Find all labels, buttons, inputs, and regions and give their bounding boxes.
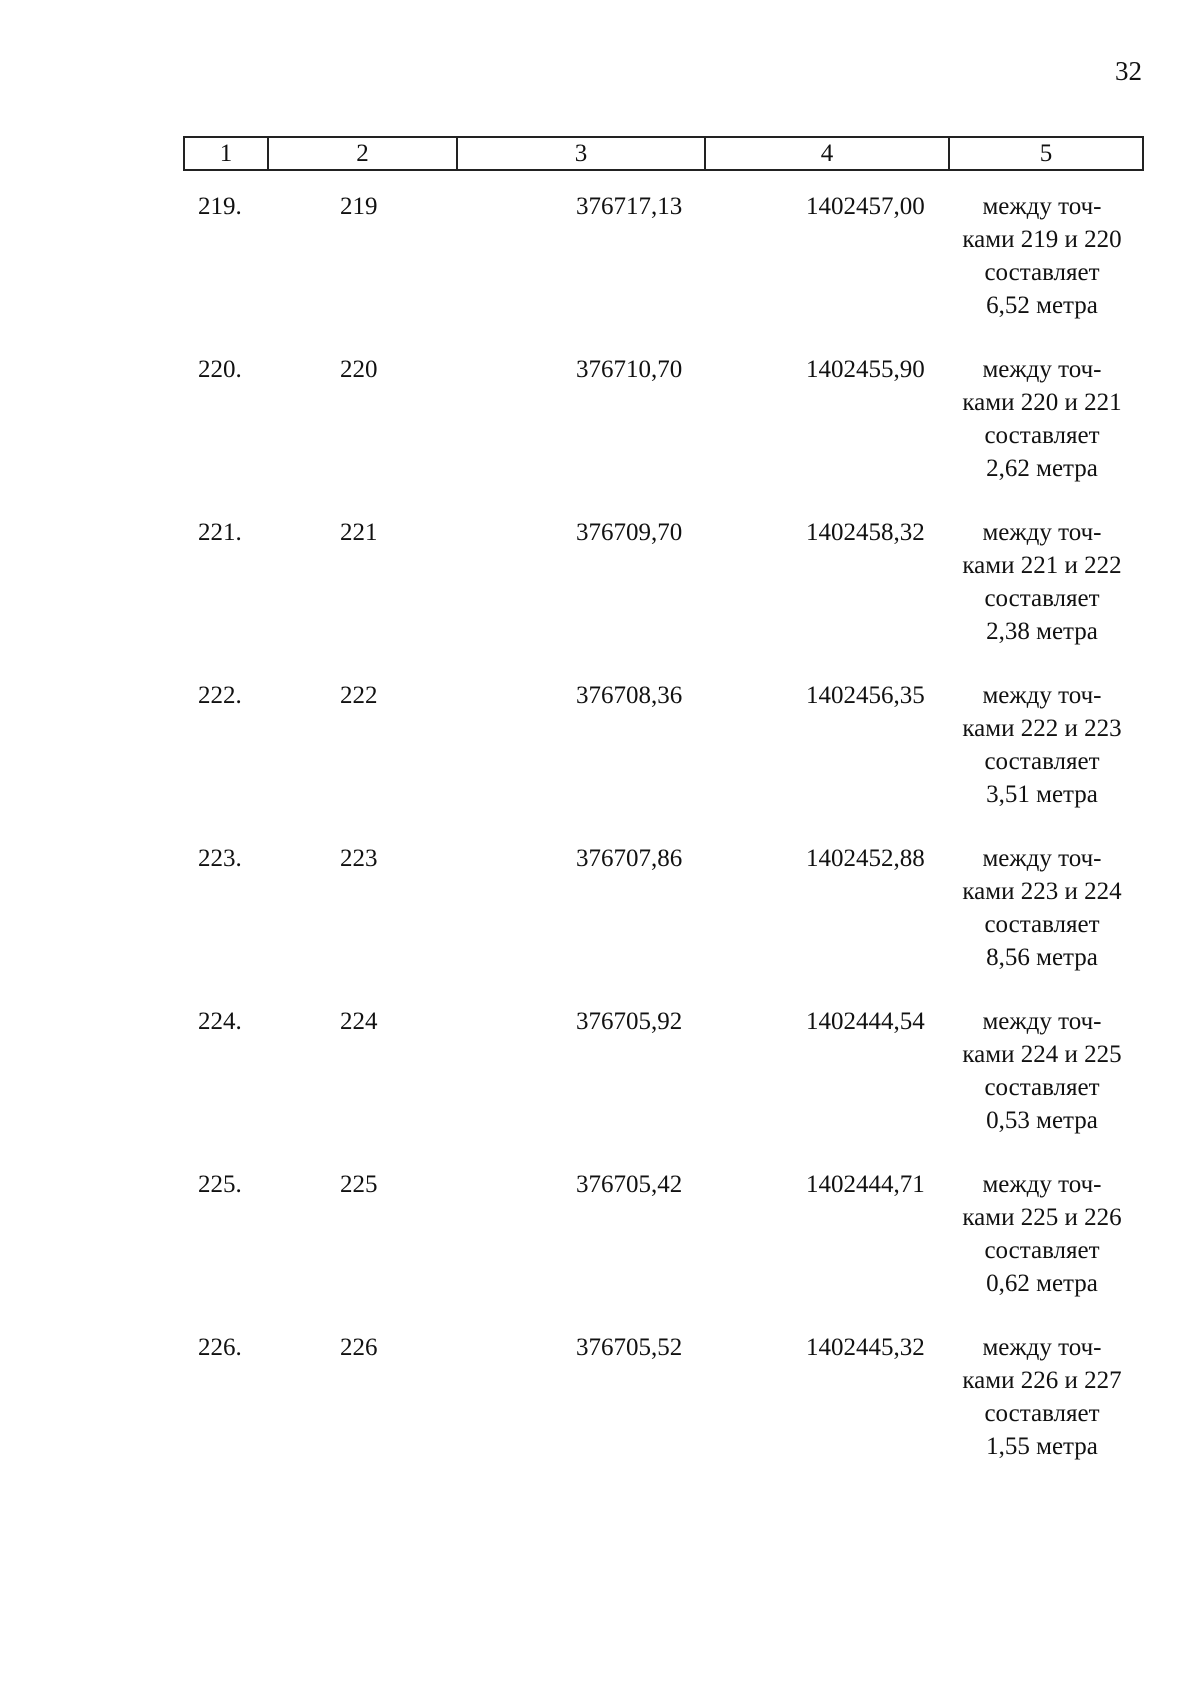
column-header-2: 2: [268, 137, 457, 170]
column-header-5: 5: [949, 137, 1143, 170]
distance-description-line: составляет: [984, 1237, 1100, 1264]
row-number: 219.: [198, 193, 242, 220]
distance-description-line: между точ-: [982, 1008, 1102, 1035]
distance-description-line: 3,51 метра: [986, 781, 1098, 808]
coordinate-y: 1402458,32: [806, 519, 925, 546]
row-number: 226.: [198, 1334, 242, 1361]
distance-description-line: составляет: [984, 585, 1100, 612]
table-row: [0, 353, 1200, 516]
column-header-1: 1: [184, 137, 268, 170]
coordinate-x: 376710,70: [576, 356, 683, 383]
coordinate-rows: [0, 190, 1200, 1494]
distance-description: [946, 1005, 1138, 1137]
table-row: [0, 842, 1200, 1005]
distance-description-line: составляет: [984, 1400, 1100, 1427]
distance-description: [946, 679, 1138, 811]
distance-description-line: между точ-: [982, 519, 1102, 546]
distance-description-line: 0,53 метра: [986, 1107, 1098, 1134]
point-id: 225: [340, 1171, 378, 1198]
distance-description-line: ками 221 и 222: [962, 552, 1122, 579]
distance-description: [946, 1168, 1138, 1300]
distance-description-line: 6,52 метра: [986, 292, 1098, 319]
row-number: 224.: [198, 1008, 242, 1035]
distance-description-line: между точ-: [982, 1171, 1102, 1198]
distance-description-line: ками 226 и 227: [962, 1367, 1122, 1394]
row-number: 223.: [198, 845, 242, 872]
point-id: 223: [340, 845, 378, 872]
distance-description: [946, 842, 1138, 974]
point-id: 220: [340, 356, 378, 383]
point-id: 226: [340, 1334, 378, 1361]
column-header-table: [183, 136, 1144, 171]
distance-description-line: между точ-: [982, 356, 1102, 383]
table-row: [0, 1168, 1200, 1331]
table-row: [0, 1331, 1200, 1494]
distance-description: [946, 190, 1138, 322]
page-number: 32: [1115, 56, 1142, 86]
table-row: [0, 190, 1200, 353]
distance-description-line: ками 220 и 221: [962, 389, 1122, 416]
distance-description-line: между точ-: [982, 845, 1102, 872]
distance-description-line: ками 219 и 220: [962, 226, 1122, 253]
distance-description: [946, 1331, 1138, 1463]
coordinate-y: 1402455,90: [806, 356, 925, 383]
distance-description-line: 1,55 метра: [986, 1433, 1098, 1460]
coordinate-y: 1402456,35: [806, 682, 925, 709]
coordinate-x: 376705,92: [576, 1008, 683, 1035]
column-header-4: 4: [705, 137, 949, 170]
distance-description-line: между точ-: [982, 1334, 1102, 1361]
coordinate-y: 1402452,88: [806, 845, 925, 872]
coordinate-x: 376707,86: [576, 845, 683, 872]
point-id: 221: [340, 519, 378, 546]
coordinate-x: 376705,42: [576, 1171, 683, 1198]
distance-description-line: 2,62 метра: [986, 455, 1098, 482]
distance-description-line: 0,62 метра: [986, 1270, 1098, 1297]
coordinate-x: 376709,70: [576, 519, 683, 546]
distance-description: [946, 353, 1138, 485]
point-id: 219: [340, 193, 378, 220]
coordinate-x: 376717,13: [576, 193, 683, 220]
coordinate-y: 1402444,54: [806, 1008, 925, 1035]
distance-description-line: 2,38 метра: [986, 618, 1098, 645]
distance-description-line: составляет: [984, 1074, 1100, 1101]
table-row: [0, 1005, 1200, 1168]
point-id: 224: [340, 1008, 378, 1035]
row-number: 225.: [198, 1171, 242, 1198]
distance-description-line: ками 223 и 224: [962, 878, 1122, 905]
point-id: 222: [340, 682, 378, 709]
row-number: 221.: [198, 519, 242, 546]
distance-description-line: между точ-: [982, 193, 1102, 220]
table-row: [0, 516, 1200, 679]
distance-description-line: ками 225 и 226: [962, 1204, 1122, 1231]
distance-description-line: составляет: [984, 748, 1100, 775]
distance-description-line: составляет: [984, 422, 1100, 449]
distance-description-line: ками 222 и 223: [962, 715, 1122, 742]
distance-description-line: 8,56 метра: [986, 944, 1098, 971]
distance-description-line: ками 224 и 225: [962, 1041, 1122, 1068]
distance-description-line: между точ-: [982, 682, 1102, 709]
table-row: [0, 679, 1200, 842]
coordinate-y: 1402444,71: [806, 1171, 925, 1198]
coordinate-x: 376708,36: [576, 682, 683, 709]
row-number: 220.: [198, 356, 242, 383]
coordinate-x: 376705,52: [576, 1334, 683, 1361]
coordinate-y: 1402445,32: [806, 1334, 925, 1361]
distance-description-line: составляет: [984, 911, 1100, 938]
distance-description-line: составляет: [984, 259, 1100, 286]
distance-description: [946, 516, 1138, 648]
row-number: 222.: [198, 682, 242, 709]
coordinate-y: 1402457,00: [806, 193, 925, 220]
column-header-row: [184, 137, 1143, 170]
column-header-3: 3: [457, 137, 705, 170]
